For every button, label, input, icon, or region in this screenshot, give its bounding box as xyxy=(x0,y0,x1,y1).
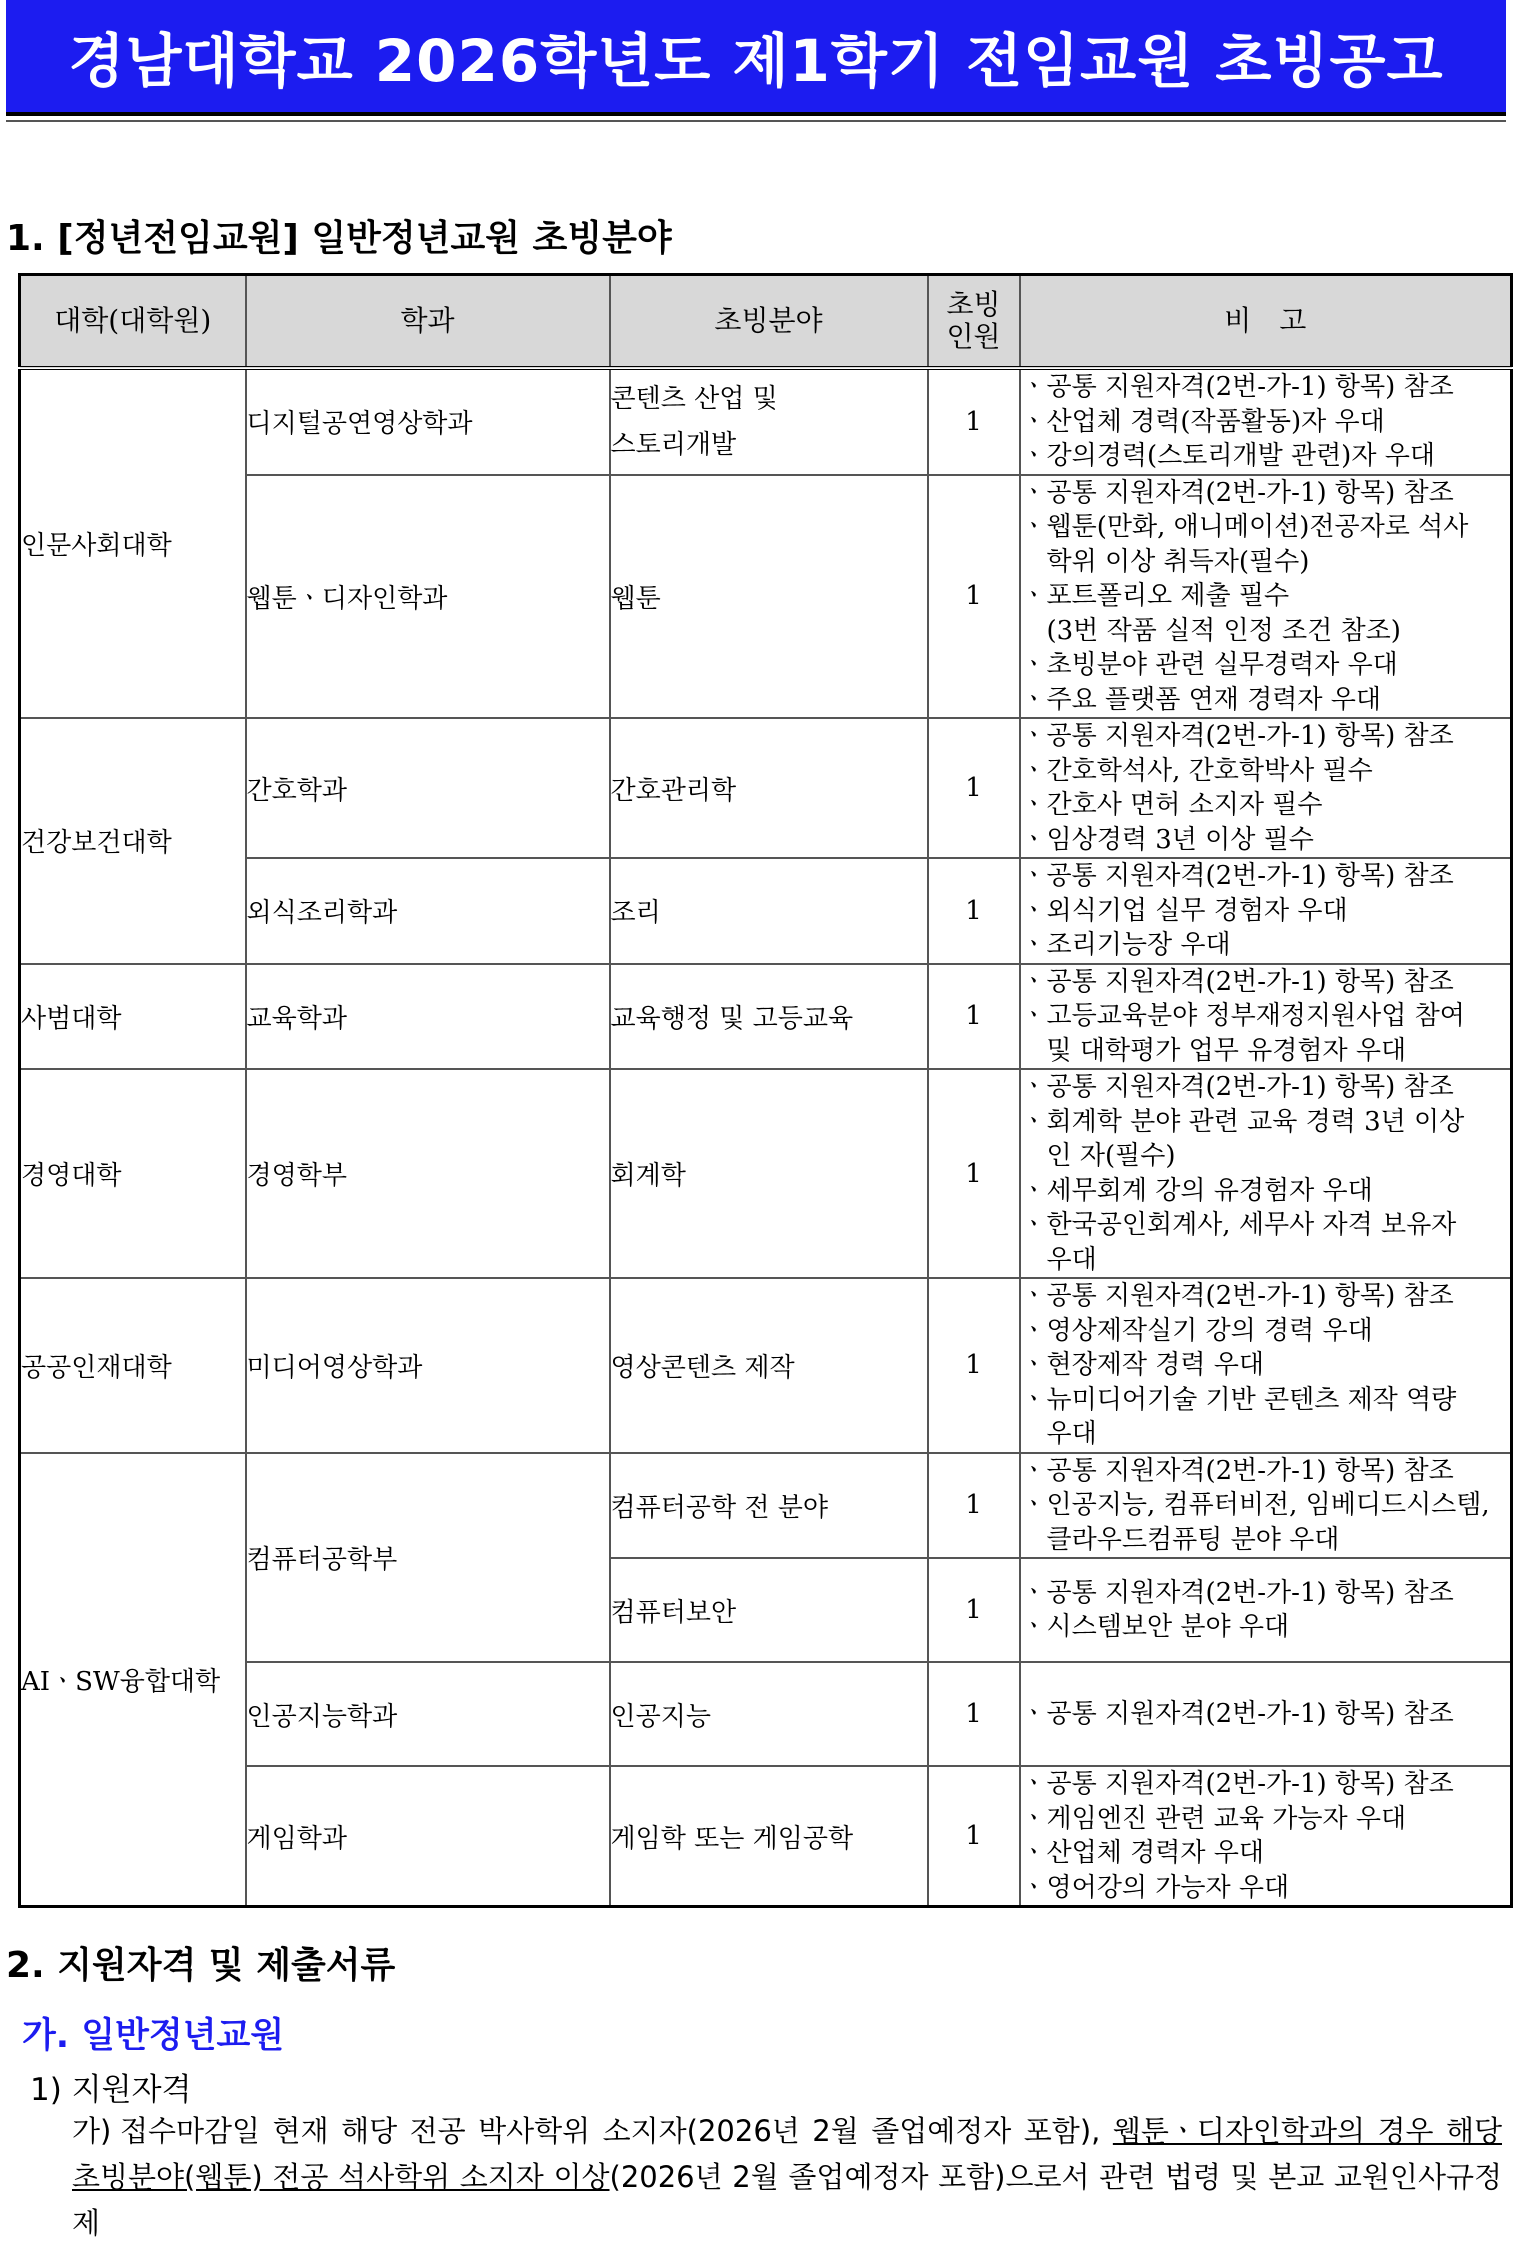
note-item-continuation: 인 자(필수) xyxy=(1046,1141,1176,1171)
bullet-marker: ㆍ xyxy=(1020,1698,1047,1729)
table-row xyxy=(20,1453,1512,1559)
page-title: 경남대학교 2026학년도 제1학기 전임교원 초빙공고 xyxy=(6,0,1506,116)
bullet-marker: ㆍ xyxy=(1020,1001,1047,1031)
notes-cell xyxy=(1020,1558,1512,1662)
note-item-continuation: (3번 작품 실적 인정 조건 참조) xyxy=(1046,615,1401,646)
header-count: 초빙 인원 xyxy=(928,275,1020,369)
field-line: 콘텐츠 산업 및 xyxy=(610,383,778,414)
header-college: 대학(대학원) xyxy=(20,275,246,369)
note-item: ㆍ공통 지원자격(2번-가-1) 항목) 참조 xyxy=(1021,1576,1511,1611)
table-row xyxy=(20,1069,1512,1278)
count-cell: 1 xyxy=(928,1766,1020,1907)
header-field: 초빙분야 xyxy=(610,275,928,369)
note-item: ㆍ공통 지원자격(2번-가-1) 항목) 참조 xyxy=(1021,1070,1511,1105)
note-item: ㆍ산업체 경력자 우대 xyxy=(1021,1836,1511,1871)
field-line: 회계학 xyxy=(610,1161,686,1191)
field-line: 게임학 또는 게임공학 xyxy=(610,1823,854,1854)
bullet-marker: ㆍ xyxy=(1020,1210,1047,1240)
dept-cell: 컴퓨터공학부 xyxy=(246,1453,610,1663)
bullet-marker: ㆍ xyxy=(1020,1281,1047,1311)
note-item: ㆍ시스템보안 분야 우대 xyxy=(1021,1610,1511,1645)
bullet-marker: ㆍ xyxy=(1020,1384,1047,1415)
note-item-continuation: 클라우드컴퓨팅 분야 우대 xyxy=(1046,1524,1340,1555)
paragraph-text-2: (2026년 2월 졸업예정자 포함)으로서 관련 법령 및 본교 교원인사규정 제 xyxy=(72,2160,1502,2240)
note-item: ㆍ강의경력(스토리개발 관련)자 우대 xyxy=(1021,439,1511,474)
college-cell: 건강보건대학 xyxy=(20,718,246,964)
bullet-marker: ㆍ xyxy=(1020,1769,1047,1799)
notes-cell xyxy=(1020,368,1512,475)
bullet-marker: ㆍ xyxy=(1020,1577,1047,1608)
note-item: ㆍ포트폴리오 제출 필수 xyxy=(1021,579,1511,614)
count-cell: 1 xyxy=(928,1662,1020,1766)
notes-cell xyxy=(1020,858,1512,964)
field-line: 컴퓨터보안 xyxy=(610,1597,737,1628)
note-item: ㆍ공통 지원자격(2번-가-1) 항목) 참조 xyxy=(1021,476,1511,511)
bullet-marker: ㆍ xyxy=(1020,861,1047,891)
section2-heading: 2. 지원자격 및 제출서류 xyxy=(6,1945,396,1986)
field-cell xyxy=(610,1069,928,1278)
note-item: ㆍ한국공인회계사, 세무사 자격 보유자 xyxy=(1021,1208,1511,1243)
table-row xyxy=(20,1278,1512,1453)
note-item: ㆍ초빙분야 관련 실무경력자 우대 xyxy=(1021,648,1511,683)
table-row xyxy=(20,718,1512,858)
bullet-marker: ㆍ xyxy=(1020,1106,1047,1137)
field-cell xyxy=(610,1766,928,1907)
note-item: ㆍ웹툰(만화, 애니메이션)전공자로 석사 xyxy=(1021,510,1511,545)
notes-cell xyxy=(1020,1453,1512,1559)
title-divider xyxy=(6,120,1506,122)
section1-heading: 1. [정년전임교원] 일반정년교원 초빙분야 xyxy=(6,218,672,259)
note-item: ㆍ뉴미디어기술 기반 콘텐츠 제작 역량 xyxy=(1021,1383,1511,1418)
bullet-marker: ㆍ xyxy=(1020,1490,1047,1520)
field-cell xyxy=(610,718,928,858)
note-item: ㆍ공통 지원자격(2번-가-1) 항목) 참조 xyxy=(1021,859,1511,894)
bullet-marker: ㆍ xyxy=(1020,650,1047,680)
note-item: ㆍ산업체 경력(작품활동)자 우대 xyxy=(1021,405,1511,440)
college-cell: 인문사회대학 xyxy=(20,368,246,718)
field-line: 조리 xyxy=(610,898,661,929)
note-item: ㆍ외식기업 실무 경험자 우대 xyxy=(1021,894,1511,929)
count-cell: 1 xyxy=(928,858,1020,964)
bullet-marker: ㆍ xyxy=(1020,1175,1047,1206)
note-item-continuation: 학위 이상 취득자(필수) xyxy=(1046,546,1310,577)
count-cell: 1 xyxy=(928,1453,1020,1559)
paragraph-text: 접수마감일 현재 해당 전공 박사학위 소지자(2026년 2월 졸업예정자 포함), xyxy=(120,2114,1113,2148)
header-notes: 비 고 xyxy=(1020,275,1512,369)
recruitment-table xyxy=(18,273,1513,1908)
notes-cell xyxy=(1020,1662,1512,1766)
note-item: ㆍ인공지능, 컴퓨터비전, 임베디드시스템, xyxy=(1021,1488,1511,1523)
dept-cell: 디지털공연영상학과 xyxy=(246,368,610,475)
note-item: ㆍ조리기능장 우대 xyxy=(1021,928,1511,963)
note-item-continuation: 우대 xyxy=(1046,1419,1097,1449)
bullet-marker: ㆍ xyxy=(1020,684,1047,715)
note-item: ㆍ영어강의 가능자 우대 xyxy=(1021,1871,1511,1906)
count-cell: 1 xyxy=(928,475,1020,719)
note-item: ㆍ영상제작실기 강의 경력 우대 xyxy=(1021,1314,1511,1349)
bullet-marker: ㆍ xyxy=(1020,1872,1047,1903)
field-cell xyxy=(610,368,928,475)
college-cell: 경영대학 xyxy=(20,1069,246,1278)
count-cell: 1 xyxy=(928,368,1020,475)
bullet-marker: ㆍ xyxy=(1020,477,1047,508)
dept-cell: 웹툰ㆍ디자인학과 xyxy=(246,475,610,719)
bullet-marker: ㆍ xyxy=(1020,790,1047,820)
count-cell: 1 xyxy=(928,964,1020,1070)
note-item: ㆍ간호학석사, 간호학박사 필수 xyxy=(1021,754,1511,789)
table-body xyxy=(20,368,1512,1907)
notes-cell xyxy=(1020,1766,1512,1907)
note-item: ㆍ공통 지원자격(2번-가-1) 항목) 참조 xyxy=(1021,1697,1511,1732)
college-cell: 사범대학 xyxy=(20,964,246,1070)
field-line: 컴퓨터공학 전 분야 xyxy=(610,1492,828,1523)
table-row xyxy=(20,368,1512,475)
dept-cell: 게임학과 xyxy=(246,1766,610,1907)
bullet-marker: ㆍ xyxy=(1020,372,1047,402)
field-line: 간호관리학 xyxy=(610,775,737,806)
note-item: ㆍ간호사 면허 소지자 필수 xyxy=(1021,788,1511,823)
count-cell: 1 xyxy=(928,718,1020,858)
bullet-marker: ㆍ xyxy=(1020,1350,1047,1380)
note-item: ㆍ임상경력 3년 이상 필수 xyxy=(1021,823,1511,858)
field-cell xyxy=(610,475,928,719)
bullet-marker: ㆍ xyxy=(1020,1838,1047,1868)
count-cell: 1 xyxy=(928,1558,1020,1662)
qualification-paragraph xyxy=(72,2108,1502,2246)
notes-cell xyxy=(1020,1069,1512,1278)
note-item-continuation: 및 대학평가 업무 유경험자 우대 xyxy=(1046,1035,1407,1066)
field-line: 웹툰 xyxy=(610,583,661,614)
field-cell xyxy=(610,964,928,1070)
notes-cell xyxy=(1020,718,1512,858)
bullet-marker: ㆍ xyxy=(1020,441,1047,471)
field-cell xyxy=(610,1453,928,1559)
note-item: ㆍ고등교육분야 정부재정지원사업 참여 xyxy=(1021,999,1511,1034)
field-cell xyxy=(610,1662,928,1766)
note-item: ㆍ공통 지원자격(2번-가-1) 항목) 참조 xyxy=(1021,370,1511,405)
bullet-marker: ㆍ xyxy=(1020,512,1047,542)
bullet-marker: ㆍ xyxy=(1020,966,1047,997)
note-item: ㆍ세무회계 강의 유경험자 우대 xyxy=(1021,1174,1511,1209)
bullet-marker: ㆍ xyxy=(1020,1315,1047,1346)
item-heading: 1) 지원자격 xyxy=(30,2072,192,2108)
paragraph-underlined: 웹툰ㆍ디자인학과의 경우 해당 초빙분야(웹툰) 전공 석사학위 소지자 이상 xyxy=(72,2114,1502,2194)
subsection-heading: 가. 일반정년교원 xyxy=(22,2016,285,2056)
note-item: ㆍ공통 지원자격(2번-가-1) 항목) 참조 xyxy=(1021,1454,1511,1489)
dept-cell: 인공지능학과 xyxy=(246,1662,610,1766)
header-dept: 학과 xyxy=(246,275,610,369)
field-cell xyxy=(610,1278,928,1453)
note-item: ㆍ공통 지원자격(2번-가-1) 항목) 참조 xyxy=(1021,1279,1511,1314)
bullet-marker: ㆍ xyxy=(1020,824,1047,855)
dept-cell: 간호학과 xyxy=(246,718,610,858)
bullet-marker: ㆍ xyxy=(1020,895,1047,926)
notes-cell xyxy=(1020,1278,1512,1453)
field-line: 인공지능 xyxy=(610,1701,711,1732)
note-item: ㆍ현장제작 경력 우대 xyxy=(1021,1348,1511,1383)
college-cell: AIㆍSW융합대학 xyxy=(20,1453,246,1907)
field-line: 영상콘텐츠 제작 xyxy=(610,1352,795,1383)
note-item: ㆍ공통 지원자격(2번-가-1) 항목) 참조 xyxy=(1021,1767,1511,1802)
table-header-row xyxy=(20,275,1512,369)
field-cell xyxy=(610,1558,928,1662)
college-cell: 공공인재대학 xyxy=(20,1278,246,1453)
dept-cell: 미디어영상학과 xyxy=(246,1278,610,1453)
dept-cell: 경영학부 xyxy=(246,1069,610,1278)
bullet-marker: ㆍ xyxy=(1020,721,1047,751)
note-item-continuation: 우대 xyxy=(1046,1244,1097,1275)
note-item: ㆍ게임엔진 관련 교육 가능자 우대 xyxy=(1021,1802,1511,1837)
note-item: ㆍ회계학 분야 관련 교육 경력 3년 이상 xyxy=(1021,1105,1511,1140)
bullet-marker: ㆍ xyxy=(1020,755,1047,786)
field-line: 스토리개발 xyxy=(610,429,737,460)
paragraph-label: 가) xyxy=(72,2114,112,2148)
dept-cell: 외식조리학과 xyxy=(246,858,610,964)
notes-cell xyxy=(1020,964,1512,1070)
bullet-marker: ㆍ xyxy=(1020,1072,1047,1102)
field-line: 교육행정 및 고등교육 xyxy=(610,1003,854,1034)
bullet-marker: ㆍ xyxy=(1020,581,1047,611)
bullet-marker: ㆍ xyxy=(1020,1612,1047,1642)
bullet-marker: ㆍ xyxy=(1020,1803,1047,1834)
dept-cell: 교육학과 xyxy=(246,964,610,1070)
bullet-marker: ㆍ xyxy=(1020,406,1047,437)
count-cell: 1 xyxy=(928,1069,1020,1278)
bullet-marker: ㆍ xyxy=(1020,1455,1047,1486)
field-cell xyxy=(610,858,928,964)
note-item: ㆍ주요 플랫폼 연재 경력자 우대 xyxy=(1021,683,1511,718)
note-item: ㆍ공통 지원자격(2번-가-1) 항목) 참조 xyxy=(1021,719,1511,754)
count-cell: 1 xyxy=(928,1278,1020,1453)
bullet-marker: ㆍ xyxy=(1020,930,1047,960)
note-item: ㆍ공통 지원자격(2번-가-1) 항목) 참조 xyxy=(1021,965,1511,1000)
notes-cell xyxy=(1020,475,1512,719)
table-row xyxy=(20,964,1512,1070)
